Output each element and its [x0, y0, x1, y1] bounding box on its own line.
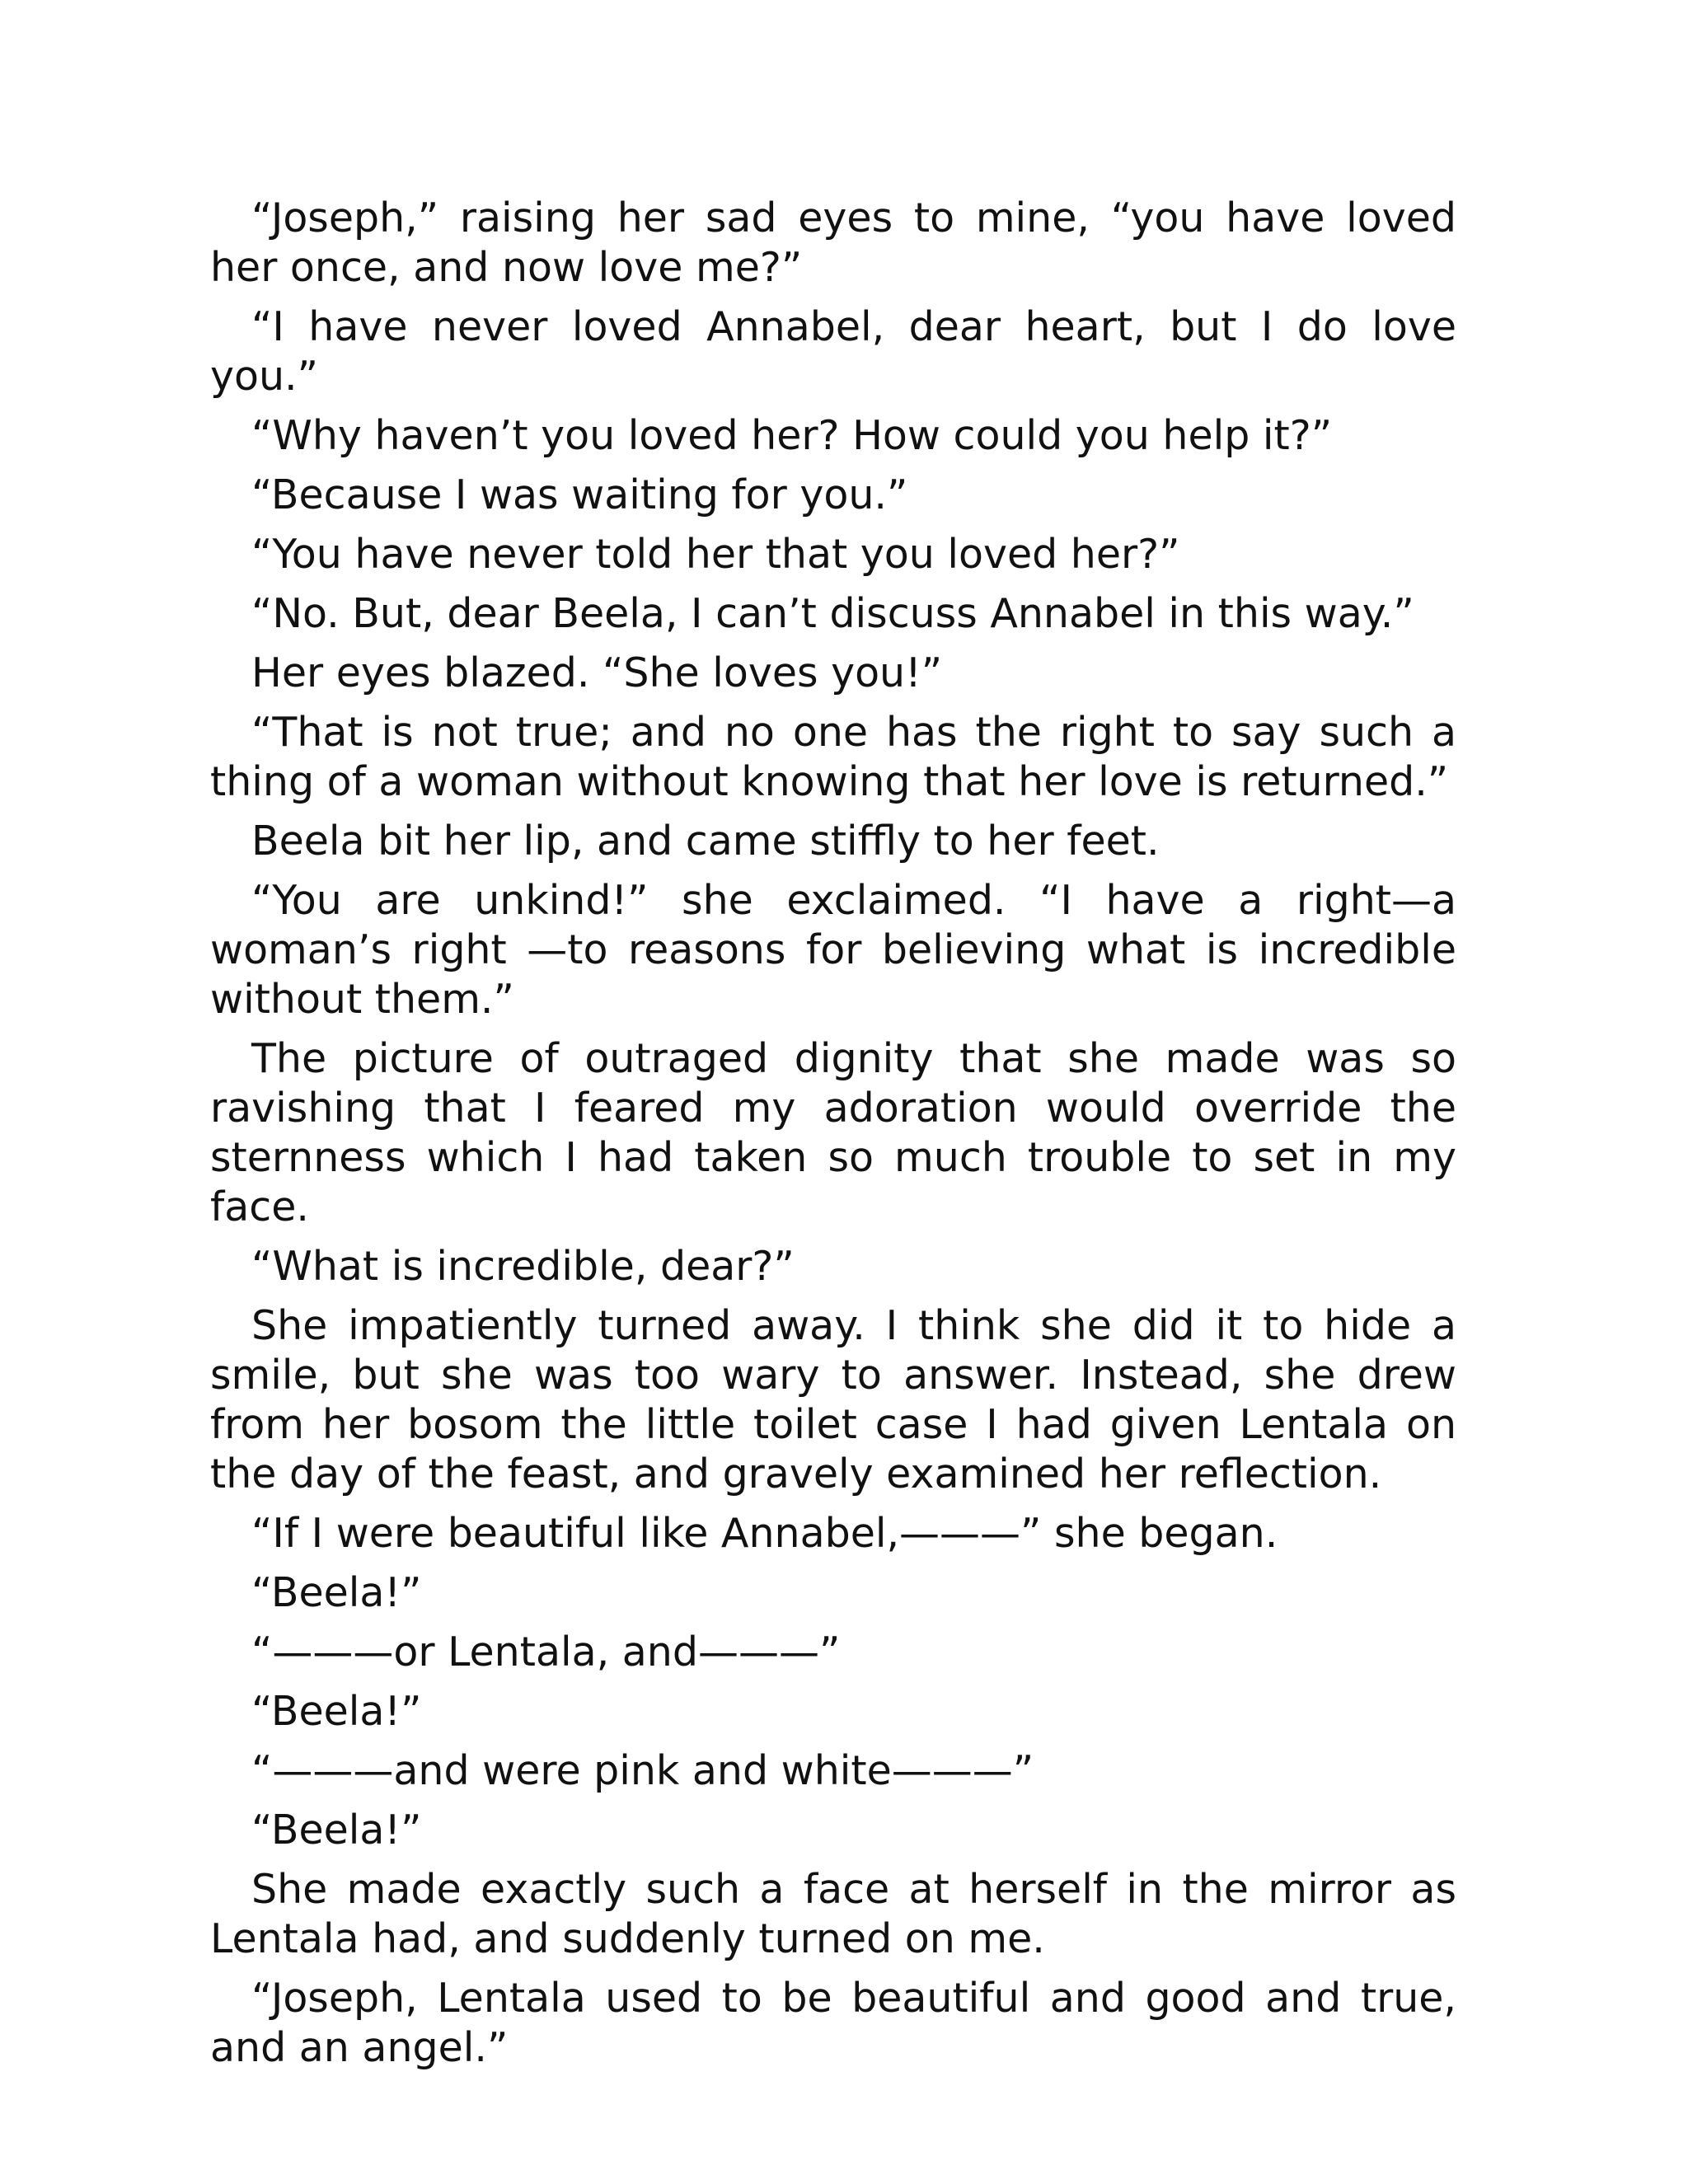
paragraph: “Beela!” — [251, 1688, 422, 1735]
paragraph: The picture of outraged dignity that she made was so ravishing that I feared my adoration would override the sternness which I had taken so much trouble to set in my face. — [210, 1035, 1456, 1230]
paragraph: “Why haven’t you loved her? How could you help it?” — [251, 412, 1333, 459]
page-body — [210, 194, 1456, 2083]
paragraph: “I have never loved Annabel, dear heart, but I do love you.” — [210, 303, 1456, 400]
paragraph: “What is incredible, dear?” — [251, 1243, 795, 1290]
paragraph: “No. But, dear Beela, I can’t discuss Annabel in this way.” — [251, 590, 1414, 637]
paragraph: She made exactly such a face at herself in the mirror as Lentala had, and suddenly turned on me. — [210, 1866, 1456, 1962]
paragraph: “That is not true; and no one has the right to say such a thing of a woman without knowing that her love is returned.” — [210, 709, 1456, 805]
paragraph: “Joseph,” raising her sad eyes to mine, “you have loved her once, and now love me?” — [210, 194, 1456, 291]
paragraph: “Joseph, Lentala used to be beautiful and good and true, and an angel.” — [210, 1975, 1456, 2071]
paragraph: “———or Lentala, and———” — [251, 1629, 841, 1675]
paragraph: “You are unkind!” she exclaimed. “I have a right—a woman’s right —to reasons for believing what is incredible without them.” — [210, 877, 1456, 1023]
paragraph: “———and were pink and white———” — [251, 1747, 1034, 1794]
paragraph: She impatiently turned away. I think she did it to hide a smile, but she was too wary to answer. Instead, she drew from her bosom the little toilet case I had given Lentala on the day of the feast, and gravely examined her reflection. — [210, 1302, 1456, 1497]
paragraph: Beela bit her lip, and came stiffly to her feet. — [251, 818, 1160, 865]
paragraph: “If I were beautiful like Annabel,———” she began. — [251, 1510, 1278, 1557]
paragraph: “You have never told her that you loved her?” — [251, 531, 1180, 578]
paragraph: “Beela!” — [251, 1807, 422, 1854]
paragraph: Her eyes blazed. “She loves you!” — [251, 649, 943, 696]
paragraph: “Because I was waiting for you.” — [251, 471, 908, 518]
paragraph: “Beela!” — [251, 1569, 422, 1616]
